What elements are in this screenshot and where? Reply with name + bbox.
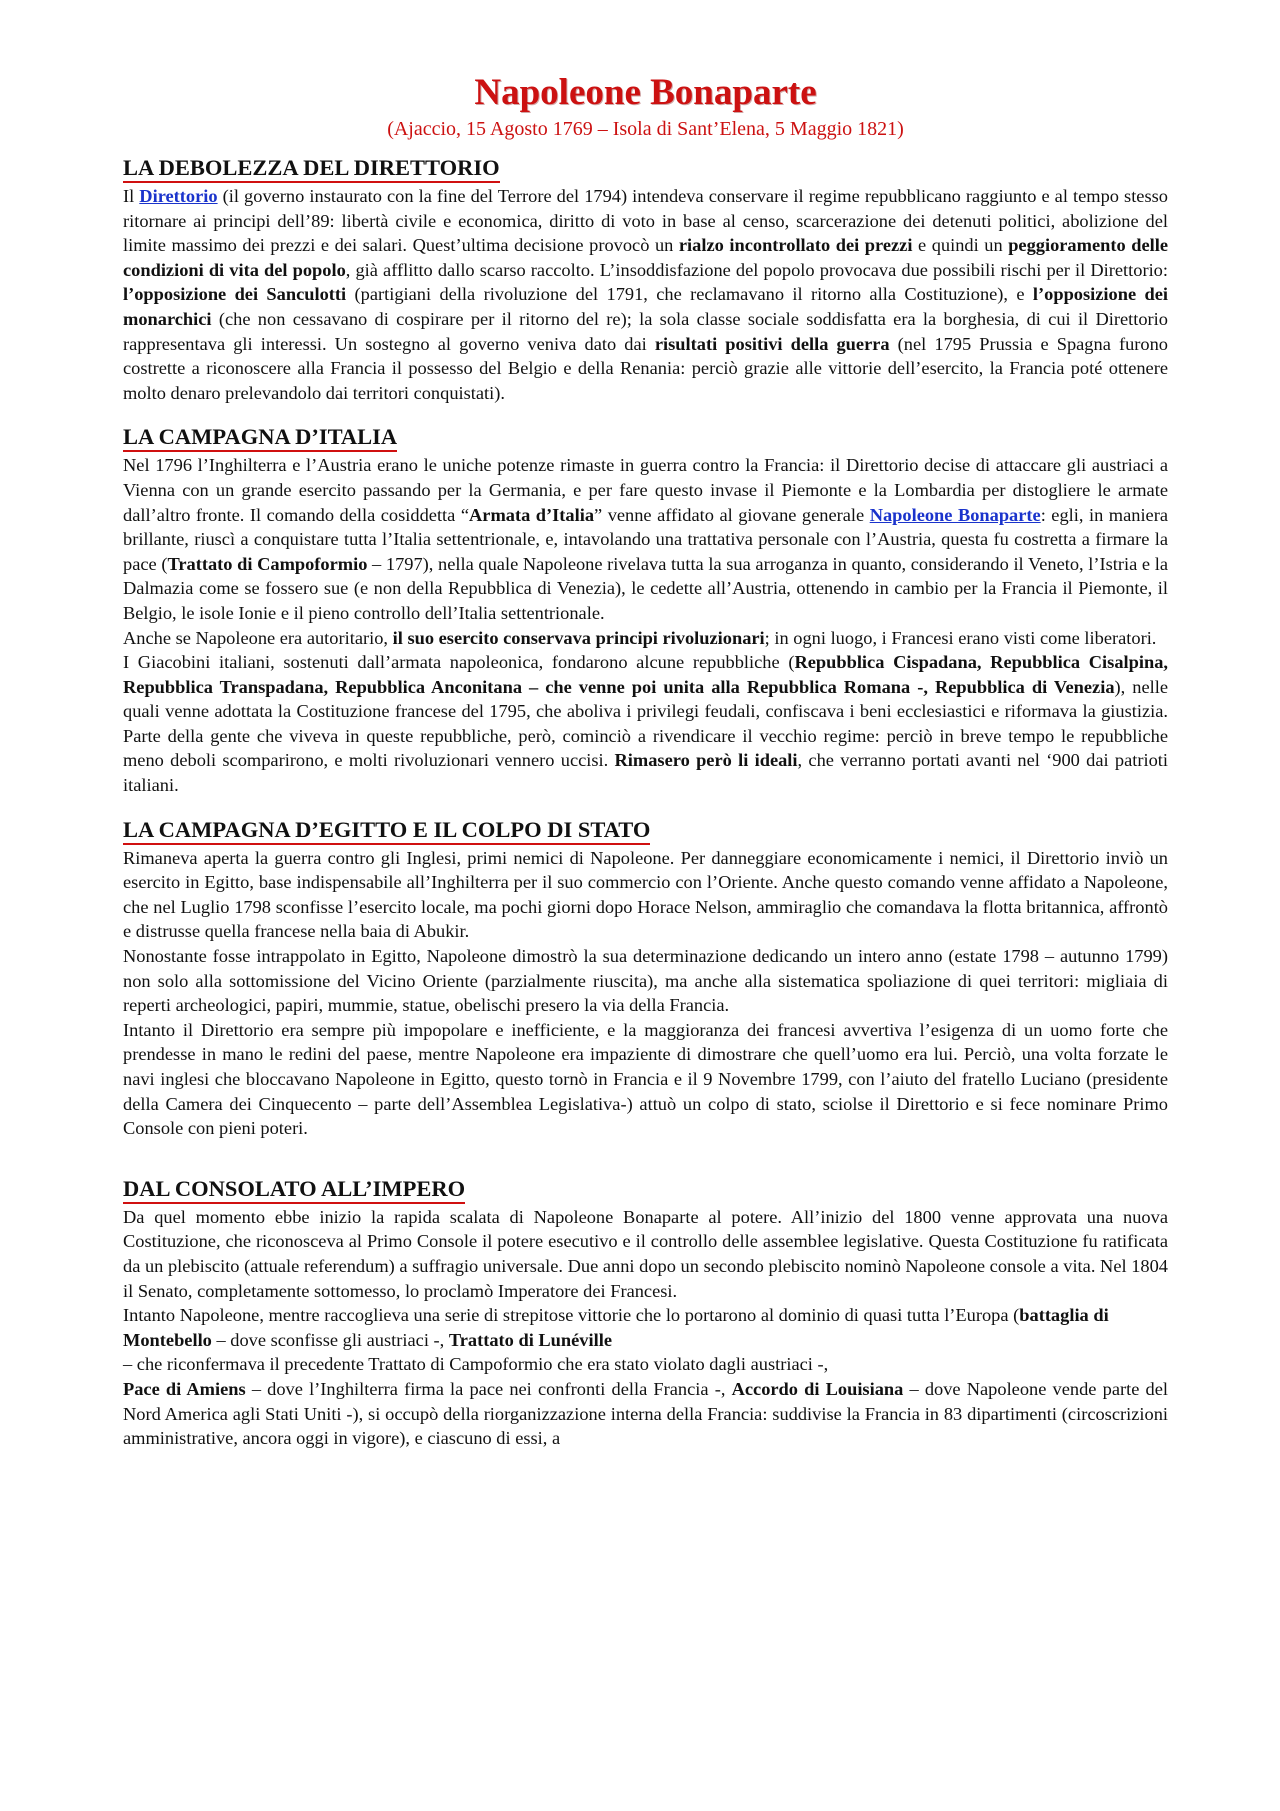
paragraph: Nel 1796 l’Inghilterra e l’Austria erano le uniche potenze rimaste in guerra contro la Francia: il Direttorio decise di attaccare gli austriaci a Vienna con un grande esercito passando per la Germania, e per fare questo invase il Piemonte e la Lombardia per distogliere le armate dall’altro fronte. Il comando della cosiddetta “Armata d’Italia” venne affidato al giovane generale Napoleone Bonaparte: egli, in maniera brillante, riuscì a conquistare tutta l’Italia settentrionale, e, intavolando una trattativa personale con l’Austria, questa fu costretta a firmare la pace (Trattato di Campoformio – 1797), nella quale Napoleone rivelava tutta la sua arroganza in quanto, considerando il Veneto, l’Istria e la Dalmazia come se fossero sue (e non della Repubblica di Venezia), le cedette all’Austria, ottenendo in cambio per la Francia il Piemonte, il Belgio, le isole Ionie e il pieno controllo dell’Italia settentrionale. [123, 455, 1169, 623]
paragraph: Intanto Napoleone, mentre raccoglieva una serie di strepitose vittorie che lo portarono al dominio di quasi tutta l’Europa (battaglia di Montebello – dove sconfisse gli austriaci -, Trattato di Lunéville [123, 1305, 1109, 1350]
section-consolato-impero [123, 1177, 1168, 1451]
link-direttorio[interactable]: Direttorio [139, 186, 218, 206]
section-heading: LA CAMPAGNA D’EGITTO E IL COLPO DI STATO [123, 818, 650, 845]
section-heading: LA DEBOLEZZA DEL DIRETTORIO [123, 156, 500, 183]
paragraph: Da quel momento ebbe inizio la rapida scalata di Napoleone Bonaparte al potere. All’inizio del 1800 venne approvata una nuova Costituzione, che riconosceva al Primo Console il potere esecutivo e il controllo delle assemblee legislative. Questa Costituzione fu ratificata da un plebiscito (attuale referendum) a suffragio universale. Due anni dopo un secondo plebiscito nominò Napoleone console a vita. Nel 1804 il Senato, completamente sottomesso, lo proclamò Imperatore dei Francesi. [123, 1206, 1168, 1301]
document-title: Napoleone Bonaparte [474, 72, 817, 113]
section-heading: DAL CONSOLATO ALL’IMPERO [123, 1177, 465, 1204]
paragraph: Anche se Napoleone era autoritario, il suo esercito conservava principi rivoluzionari; in ogni luogo, i Francesi erano visti come liberatori. [123, 627, 1157, 648]
paragraph: Intanto il Direttorio era sempre più impopolare e inefficiente, e la maggioranza dei francesi avvertiva l’esigenza di un uomo forte che prendesse in mano le redini del paese, mentre Napoleone era impaziente di dimostrare che quell’uomo era lui. Perciò, una volta forzate le navi inglesi che bloccavano Napoleone in Egitto, questo tornò in Francia e il 9 Novembre 1799, con l’aiuto del fratello Luciano (presidente della Camera dei Cinquecento – parte dell’Assemblea Legislativa-) attuò un colpo di stato, sciolse il Direttorio e si fece nominare Primo Console con pieni poteri. [123, 1019, 1168, 1139]
section-debolezza-direttorio [123, 156, 1168, 405]
paragraph: – che riconfermava il precedente Trattato di Campoformio che era stato violato dagli austriaci -, [123, 1354, 829, 1375]
document-subtitle: (Ajaccio, 15 Agosto 1769 – Isola di Sant’Elena, 5 Maggio 1821) [387, 118, 904, 140]
paragraph: Nonostante fosse intrappolato in Egitto, Napoleone dimostrò la sua determinazione dedicando un intero anno (estate 1798 – autunno 1799) non solo alla sottomissione del Vicino Oriente (parzialmente riuscita), ma anche alla sistematica spoliazione di quei territori: migliaia di reperti archeologici, papiri, mummie, statue, obelischi presero la via della Francia. [123, 946, 1168, 1016]
paragraph: I Giacobini italiani, sostenuti dall’armata napoleonica, fondarono alcune repubbliche (Repubblica Cispadana, Repubblica Cisalpina, Repubblica Transpadana, Repubblica Anconitana – che venne poi unita alla Repubblica Romana -, Repubblica di Venezia), nelle quali venne adottata la Costituzione francese del 1795, che aboliva i privilegi feudali, confiscava i beni ecclesiastici e riformava la giustizia. Parte della gente che viveva in queste repubbliche, però, cominciò a rivendicare il vecchio regime: perciò in breve tempo le repubbliche meno deboli scomparirono, e molti rivoluzionari vennero uccisi. Rimasero però li ideali, che verranno portati avanti nel ‘900 dai patrioti italiani. [123, 652, 1168, 796]
paragraph: Pace di Amiens – dove l’Inghilterra firma la pace nei confronti della Francia -, Accordo di Louisiana – dove Napoleone vende parte del Nord America agli Stati Uniti -), si occupò della riorganizzazione interna della Francia: suddivise la Francia in 83 dipartimenti (circoscrizioni amministrative, ancora oggi in vigore), e ciascuno di essi, a [123, 1378, 1169, 1449]
section-campagna-egitto [123, 818, 1168, 1141]
document-page [123, 70, 1168, 1471]
paragraph: Il Direttorio (il governo instaurato con la fine del Terrore del 1794) intendeva conservare il regime repubblicano raggiunto e al tempo stesso ritornare ai principi dell’89: libertà civile e economica, diritto di voto in base al censo, scarcerazione dei detenuti politici, abolizione del limite massimo dei prezzi e dei salari. Quest’ultima decisione provocò un rialzo incontrollato dei prezzi e quindi un peggioramento delle condizioni di vita del popolo, già afflitto dallo scarso raccolto. L’insoddisfazione del popolo provocava due possibili rischi per il Direttorio: l’opposizione dei Sanculotti (partigiani della rivoluzione del 1791, che reclamavano il ritorno alla Costituzione), e l’opposizione dei monarchici (che non cessavano di cospirare per il ritorno del re); la sola classe sociale soddisfatta era la borghesia, di cui il Direttorio rappresentava gli interessi. Un sostegno al governo veniva dato dai risultati positivi della guerra (nel 1795 Prussia e Spagna furono costrette a riconoscere alla Francia il possesso del Belgio e della Renania: perciò grazie alle vittorie dell’esercito, la Francia poté ottenere molto denaro prelevandolo dai territori conquistati). [123, 186, 1168, 403]
section-campagna-italia [123, 425, 1168, 797]
section-heading: LA CAMPAGNA D’ITALIA [123, 425, 397, 452]
paragraph: Rimaneva aperta la guerra contro gli Inglesi, primi nemici di Napoleone. Per danneggiare economicamente i nemici, il Direttorio inviò un esercito in Egitto, base indispensabile all’Inghilterra per il suo commercio con l’Oriente. Anche questo comando venne affidato a Napoleone, che nel Luglio 1798 sconfisse l’esercito locale, ma pochi giorni dopo Horace Nelson, ammiraglio che comandava la flotta britannica, affrontò e distrusse quella francese nella baia di Abukir. [123, 847, 1168, 942]
link-napoleone-bonaparte[interactable]: Napoleone Bonaparte [869, 504, 1041, 525]
